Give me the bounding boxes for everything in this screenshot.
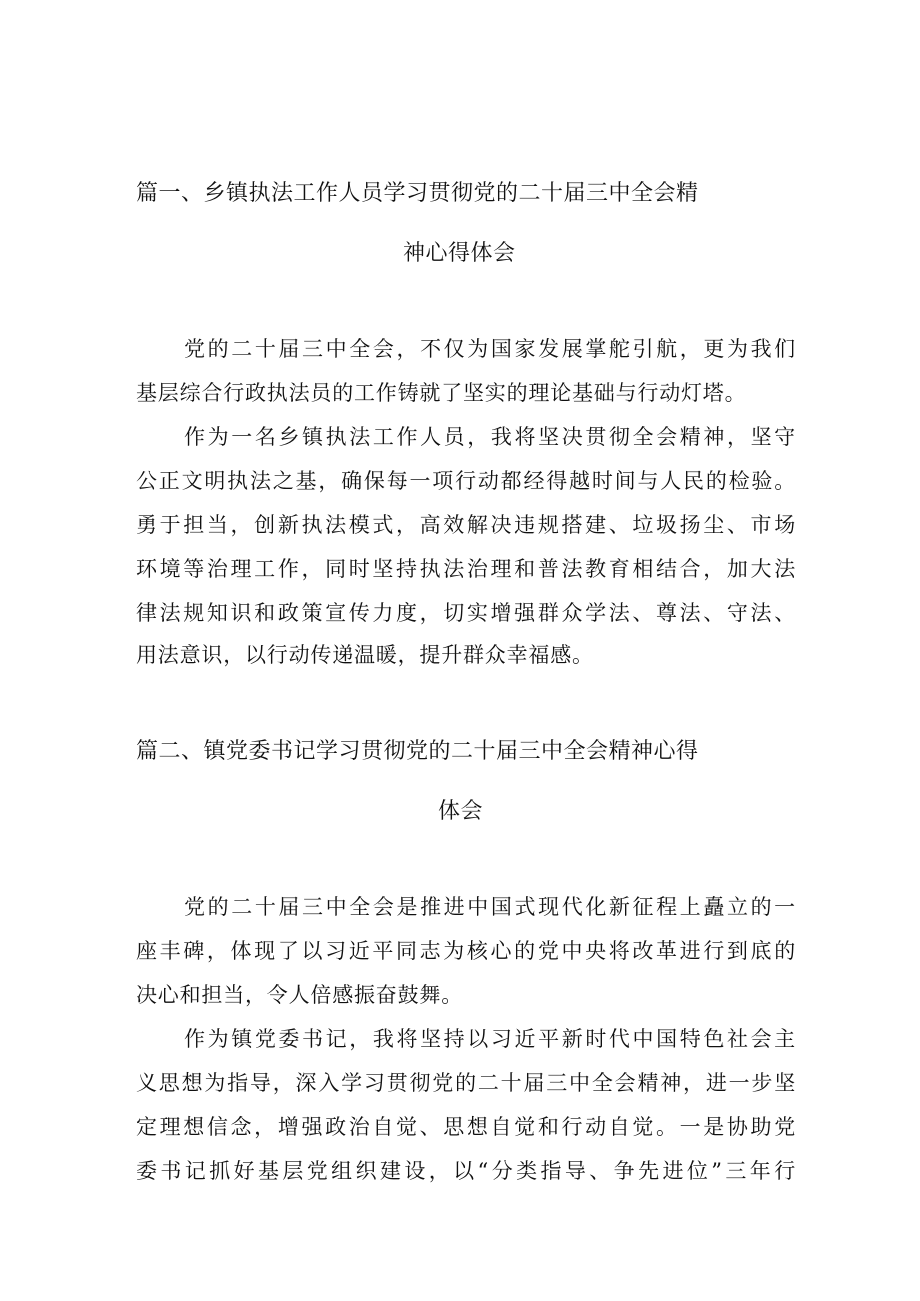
section2-paragraph1-line3: 决心和担当，令人倍感振奋鼓舞。: [136, 983, 463, 1007]
section1-paragraph2-line6: 用法意识，以行动传递温暖，提升群众幸福感。: [136, 643, 594, 667]
section1-title-line1: 篇一、乡镇执法工作人员学习贯彻党的二十届三中全会精: [136, 181, 699, 206]
section2-paragraph2-line1: 作为镇党委书记，我将坚持以习近平新时代中国特色社会主: [184, 1027, 796, 1051]
section2-paragraph1-line1: 党的二十届三中全会是推进中国式现代化新征程上矗立的一: [184, 895, 796, 919]
section2-paragraph2-line2: 义思想为指导，深入学习贯彻党的二十届三中全会精神，进一步坚: [136, 1071, 796, 1095]
section1-paragraph2-line4: 环境等治理工作，同时坚持执法治理和普法教育相结合，加大法: [136, 557, 796, 581]
section1-paragraph2-line5: 律法规知识和政策宣传力度，切实增强群众学法、尊法、守法、: [136, 601, 796, 625]
section2-paragraph2-line4: 委书记抓好基层党组织建设，以“分类指导、争先进位”三年行: [136, 1159, 796, 1183]
section1-title-line2: 神心得体会: [403, 241, 516, 266]
section1-paragraph2-line3: 勇于担当，创新执法模式，高效解决违规搭建、垃圾扬尘、市场: [136, 513, 796, 537]
section1-paragraph2-line2: 公正文明执法之基，确保每一项行动都经得越时间与人民的检验。: [136, 469, 796, 493]
section2-title-line2: 体会: [438, 799, 484, 824]
section1-paragraph1-line2: 基层综合行政执法员的工作铸就了坚实的理论基础与行动灯塔。: [136, 381, 747, 405]
section1-paragraph2-line1: 作为一名乡镇执法工作人员，我将坚决贯彻全会精神，坚守: [184, 425, 796, 449]
section2-paragraph1-line2: 座丰碑，体现了以习近平同志为核心的党中央将改革进行到底的: [136, 939, 796, 963]
section1-paragraph1-line1: 党的二十届三中全会，不仅为国家发展掌舵引航，更为我们: [184, 337, 796, 361]
section2-title-line1: 篇二、镇党委书记学习贯彻党的二十届三中全会精神心得: [136, 739, 699, 764]
section2-paragraph2-line3: 定理想信念，增强政治自觉、思想自觉和行动自觉。一是协助党: [136, 1115, 796, 1139]
